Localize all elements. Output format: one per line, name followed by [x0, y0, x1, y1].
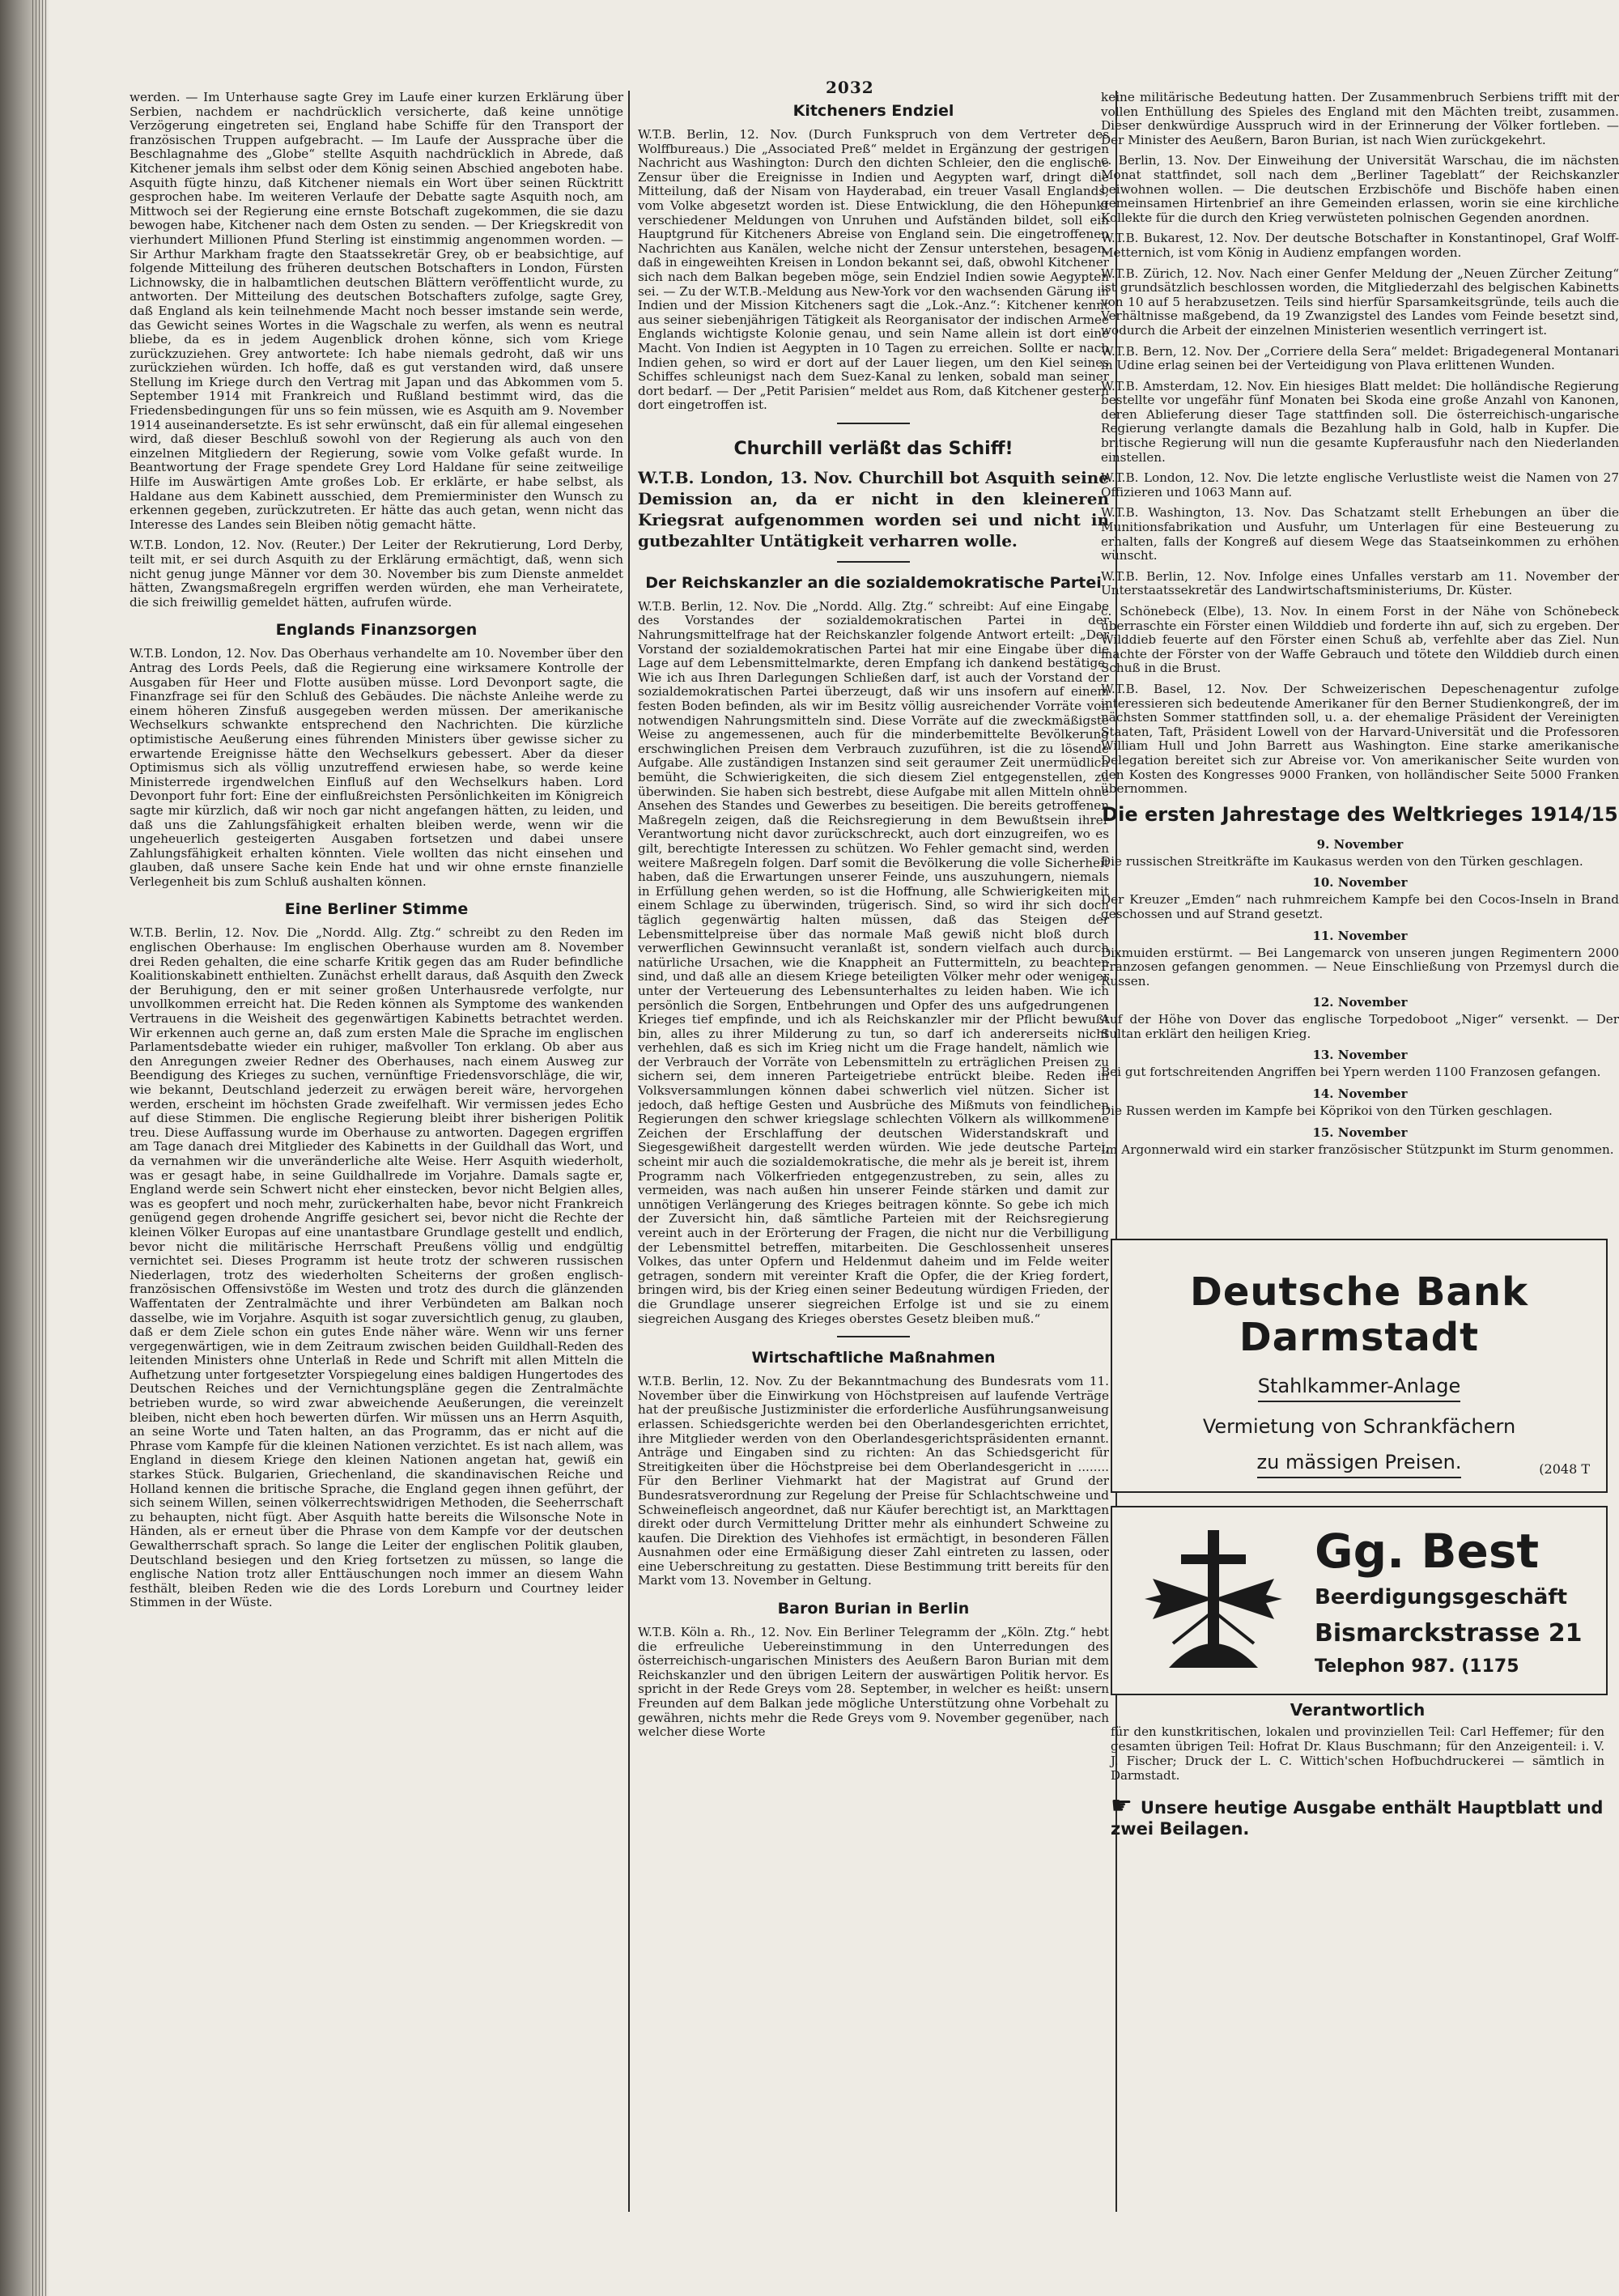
anniversary-date: 9. November	[1316, 836, 1404, 852]
anniversary-text: Bei gut fortschreitenden Angriffen bei Ypern werden 1100 Franzosen gefangen.	[1101, 1065, 1601, 1080]
article-bern: W.T.B. Bern, 12. Nov. Der „Corriere della Sera“ meldet: Brigadegeneral Montanari in Udine erlag seinen bei der Verteidigung von Plava erlittenen Wunden.	[1101, 343, 1619, 373]
column-2	[638, 91, 1109, 2066]
pointing-hand-icon: ☛	[1111, 1792, 1132, 1820]
best-address: Bismarckstrasse 21	[1315, 1619, 1583, 1648]
best-telephone: Telephon 987. (1175	[1315, 1656, 1519, 1677]
anniversary-date: 10. November	[1312, 875, 1408, 891]
headline-jahrestage: Die ersten Jahrestage des Weltkrieges 1914/15	[1102, 802, 1618, 826]
article-warschau: c. Berlin, 13. Nov. Der Einweihung der Universität Warschau, die im nächsten Monat stattfindet, soll nach dem „Berliner Tageblatt“ der Reichskanzler beiwohnen wollen. — Die deutschen Erzbischöfe und Bischöfe haben einen gemeinsamen Hirtenbrief an ihre Gemeinden erlassen, worin sie eine kirchliche Kollekte für die durch den Krieg verwüsteten polnischen Gegenden anordnen.	[1101, 153, 1619, 225]
article-wirtschaft: W.T.B. Berlin, 12. Nov. Zu der Bekanntmachung des Bundesrats vom 11. November über die Einwirkung von Höchstpreisen auf laufende Verträge hat der preußische Justizminister die erforderliche Ausführungsanweisung erlassen. Schiedsgerichte werden bei den Oberlandesgerichten errichtet, ihre Mitglieder werden von den Oberlandesgerichtspräsidenten ernannt. Anträge und Eingaben sind zu richten: An das Schiedsgericht für Streitigkeiten über die Höchstpreise bei dem Oberlandesgericht in ........ Für den Berliner Viehmarkt hat der Magistrat auf Grund der Bundesratsverordnung zur Regelung der Preise für Schlachtschweine und Schweinefleisch angeordnet, daß nur Käufer berechtigt ist, an Markttagen direkt oder durch Vermittelung Dritter mehr als einhundert Schweine zu kaufen. Die Direktion des Viehhofes ist ermächtigt, in besonderen Fällen Ausnahmen oder eine Ermäßigung dieser Zahl eintreten zu lassen, oder eine Ueberschreitung zu gestatten. Diese Bestimmung tritt bereits für den Markt vom 13. November in Geltung.	[638, 1374, 1109, 1588]
article-bukarest: W.T.B. Bukarest, 12. Nov. Der deutsche Botschafter in Konstantinopel, Graf Wolff-Metternich, ist vom König in Audienz empfangen worden.	[1101, 231, 1619, 260]
imprint-text: für den kunstkritischen, lokalen und provinziellen Teil: Carl Heffemer; für den gesamten übrigen Teil: Hofrat Dr. Klaus Buschmann; für den Anzeigenteil: i. V. J. Fischer; Druck der L. C. Wittich'schen Hofbuchdruckerei — sämtlich in Darmstadt.	[1111, 1724, 1604, 1783]
column-3	[1101, 91, 1619, 1167]
article-schonebeck: c. Schönebeck (Elbe), 13. Nov. In einem Forst in der Nähe von Schönebeck überraschte ein Förster einen Wilddieb und forderte ihn auf, sich zu ergeben. Der Wilddieb feuerte auf den Förster einen Schuß ab, verfehlte aber das Ziel. Nun machte der Förster von der Waffe Gebrauch und tötete den Wilddieb durch einen Schuß in die Brust.	[1101, 604, 1619, 676]
bank-ad-code: (2048 T	[1539, 1461, 1590, 1477]
column-1	[130, 91, 623, 2228]
anniversary-text: Dixmuiden erstürmt. — Bei Langemarck von unseren jungen Regimentern 2000 Franzosen gefangen genommen. — Neue Einschließung von Przemysl durch die Russen.	[1101, 945, 1619, 989]
column-rule-1	[628, 91, 630, 2212]
article-burian: W.T.B. Köln a. Rh., 12. Nov. Ein Berliner Telegramm der „Köln. Ztg.“ hebt die erfreuliche Uebereinstimmung in den Unterredungen des österreichisch-ungarischen Ministers des Aeußern Baron Burian mit dem Reichskanzler und den übrigen Leitern der auswärtigen Politik hervor. Es spricht in der Rede Greys vom 28. September, in welcher es heißt: unsern Freunden auf dem Balkan jede mögliche Unterstützung ohne Vorbehalt zu gewähren, nichts mehr die Rede Greys vom 9. November gegenüber, nach welcher diese Worte	[638, 1625, 1109, 1740]
article-finanzsorgen: W.T.B. London, 12. Nov. Das Oberhaus verhandelte am 10. November über den Antrag des Lords Peels, daß die Regierung eine wirksamere Kontrolle der Ausgaben für Heer und Flotte ausüben müsse. Lord Devonport sagte, die Finanzfrage sei für den Schluß des Gebäudes. Die nächste Anleihe werde zu einem höheren Zinsfuß ausgegeben werden müssen. Der amerikanische Wechselkurs schwankte entsprechend den Nachrichten. Die kürzliche optimistische Aeußerung eines führenden Ministers über gewisse sicher zu erwartende Ereignisse hätte den Wechselkurs gebessert. Aber da dieser Optimismus sich als völlig unzutreffend erwiesen habe, so werde keine Ministerrede irgendwelchen Einfluß auf den Wechselkurs haben. Lord Devonport fuhr fort: Eine der einflußreichsten Persönlichkeiten im Königreich sagte mir kürzlich, daß wir noch gar nicht angefangen hätten, zu leiden, und daß uns die Zahlungsfähigkeit erhalten bleiben werde, wenn wir die ungeheuerlich gesteigerten Ausgaben fortsetzen und dabei unsere Zahlungsfähigkeit erhalten könnten. Viele wollten das nicht einsehen und glauben, daß unsere Sache kein Ende hat und wir ohne ernste finanzielle Verlegenheit bis zum Schluß aushalten können.	[130, 646, 623, 889]
headline-burian: Baron Burian in Berlin	[777, 1600, 970, 1618]
newspaper-page	[49, 0, 1619, 2296]
article-churchill: W.T.B. London, 13. Nov. Churchill bot Asquith seine Demission an, da er nicht in den kleineren Kriegsrat aufgenommen worden sei und nicht in gutbezahlter Untätigkeit verharren wolle.	[638, 467, 1109, 551]
imprint	[1111, 1700, 1604, 1839]
bank-line-2: zu mässigen Preisen.	[1112, 1451, 1606, 1478]
anniversary-text: Auf der Höhe von Dover das englische Torpedoboot „Niger“ versenkt. — Der Sultan erklärt den heiligen Krieg.	[1101, 1012, 1619, 1041]
page-number: 2032	[826, 78, 874, 97]
article-unterhaus: werden. — Im Unterhause sagte Grey im Laufe einer kurzen Erklärung über Serbien, nachdem er nachdrücklich versicherte, daß keine unnötige Verzögerung eingetreten sei, England habe Schiffe für den Transport der französischen Truppen aufgebracht. — Im Laufe der Aussprache über die Beschlagnahme des „Globe“ stellte Asquith nachdrücklich in Abrede, daß Kitchener jemals ihm selbst oder dem König seinen Abschied angeboten habe. Asquith fügte hinzu, daß Kitchener niemals ein Wort über seinen Rücktritt gesprochen habe. Im weiteren Verlaufe der Debatte sagte Asquith noch, am Mittwoch sei der Regierung eine ernste Botschaft zugekommen, die sie dazu bewogen habe, Kitchener nach dem Osten zu senden. — Der Kriegskredit von vierhundert Millionen Pfund Sterling ist einstimmig angenommen worden. — Sir Arthur Markham fragte den Staatssekretär Grey, ob er beabsichtige, auf folgende Mitteilung des früheren deutschen Botschafters in London, Fürsten Lichnowsky, die in halbamtlichen deutschen Blättern veröffentlicht wurde, zu antworten. Der Mitteilung des deutschen Botschafters zufolge, sagte Grey, daß England als kein teilnehmende Macht noch besser imstande sein werde, das Gewicht seines Wortes in die Wagschale zu werfen, als wenn es neutral bliebe, da es in jedem Augenblick drohen könne, sich vom Kriege zurückzuziehen. Grey antwortete: Ich habe niemals gedroht, daß wir uns zurückziehen würden. Ich hoffe, daß es gut verstanden wird, daß unsere Stellung im Kriege durch den Vertrag mit Japan und das Abkommen vom 5. September 1914 mit Frankreich und Rußland bestimmt wird, das die Friedensbedingungen für uns so fein müssen, wie es Asquith am 9. November 1914 auseinandersetzte. Es ist sehr erwünscht, daß ein für allemal eingesehen wird, daß dieser Beschluß sowohl von der Regierung als auch von den einzelnen Mitgliedern der Regierung, sowie vom Volke gefaßt wurde. In Beantwortung der Frage spendete Grey Lord Haldane für seine zeitweilige Hilfe im Auswärtigen Amte großes Lob. Er erklärte, er habe selbst, als Haldane aus dem Kabinett ausschied, dem Premierminister den Wunsch zu erkennen gegeben, zurückzutreten. Er hätte das auch getan, wenn nicht das Interesse des Landes sein Bleiben nötig gemacht hätte.	[130, 91, 623, 532]
advertisement-gg-best	[1111, 1506, 1608, 1695]
article-basel: W.T.B. Basel, 12. Nov. Der Schweizerischen Depeschenagentur zufolge interessieren sich bedeutende Amerikaner für den Berner Studienkongreß, der im nächsten Sommer stattfinden soll, u. a. der ehemalige Präsident der Vereinigten Staaten, Taft, Präsident Lowell von der Harvard-Universität und die Professoren William Hull und John Barrett aus Washington. Eine starke amerikanische Delegation bereitet sich zur Abreise vor. Von amerikanischer Seite wurden von den Kosten des Kongresses 9000 Franken, von holländischer Seite 5000 Franken übernommen.	[1101, 681, 1619, 797]
article-reichskanzler: W.T.B. Berlin, 12. Nov. Die „Nordd. Allg. Ztg.“ schreibt: Auf eine Eingabe des Vorstandes der sozialdemokratischen Partei in der Nahrungsmittelfrage hat der Reichskanzler folgende Antwort erteilt: „Der Vorstand der sozialdemokratischen Partei hat mir eine Eingabe über die Lage auf dem Lebensmittelmarkte, deren Empfang ich dankend bestätige. Wie ich aus Ihren Darlegungen Schließen darf, ist auch der Vorstand der sozialdemokratischen Partei überzeugt, daß wir uns insofern auf einem festen Boden befinden, als wir im Besitz völlig ausreichender Vorräte von notwendigen Nahrungsmitteln sind. Diese Vorräte auf die zweckmäßigste Weise zu angemessenen, auch für die minderbemittelte Bevölkerung erschwinglichen Preisen dem Verbrauch zuzuführen, ist die zu lösende Aufgabe. Alle zuständigen Instanzen sind seit geraumer Zeit unermüdlich bemüht, die Schwierigkeiten, die sich diesem Ziel entgegenstellen, zu überwinden. Sie haben sich bestrebt, diese Aufgabe mit allen Mitteln ohne Ansehen des Standes und Gewerbes zu beseitigen. Die bereits getroffenen Maßregeln zeigen, daß die Reichsregierung in dem Bewußtsein ihrer Verantwortung nicht davor zurückschreckt, auch dort einzugreifen, wo es gilt, berechtigte Interessen zu schützen. Wo Fehler gemacht sind, werden weitere Maßregeln folgen. Darf somit die Bevölkerung die volle Sicherheit haben, daß die Erwartungen unserer Feinde, uns auszuhungern, niemals in Erfüllung gehen werden, so ist die Hoffnung, alle Schwierigkeiten mit einem Schlage zu überwinden, trügerisch. Sind, so wird ihr sich doch täglich gegenwärtig halten müssen, daß das Steigen der Lebensmittelpreise über das normale Maß gewiß nicht bloß durch verwerflichen Gewinnsucht veranlaßt ist, sondern vielfach auch durch natürliche Ursachen, wie die Knappheit an Futtermitteln, zu beachten sind, und daß alle an diesem Kriege beteiligten Völker mehr oder weniger unter der Verteuerung des Lebensunterhaltes zu leiden haben. Wie ich persönlich die Sorgen, Entbehrungen und Opfer des uns aufgedrungenen Krieges tief empfinde, und ich als Reichskanzler mir der Pflicht bewußt bin, alles zu ihrer Milderung zu tun, so darf ich andererseits nicht verhehlen, daß es sich im Krieg nicht um die Frage handelt, nämlich wie der Verbrauch der Vorräte von Lebensmitteln zu erträglichen Preisen zu sichern sei, dem inneren Parteigetriebe entrückt bleibe. Reden in Volksversammlungen können dabei schwerlich viel nützen. Sicher ist jedoch, daß heftige Gesten und Ausbrüche des Mißmuts von feindlichen Regierungen den schwer kriegslage schlechten Völkern als willkommene Zeichen der Erschlaffung der deutschen Widerstandskraft und Siegesgewißheit dargestellt werden würden. Wie jede deutsche Partei, scheint mir auch die sozialdemokratische, die mehr als je bereit ist, ihrem Programm nach Völkerfrieden entgegenzustreben, zu sein, alles zu vermeiden, was nach außen hin unserer Feinde stärken und damit zur unnötigen Verlängerung des Krieges beitragen könnte. So gebe ich mich der Zuversicht hin, daß sämtliche Parteien mit der Reichsregierung vereint auch in der Erörterung der Fragen, die nicht nur die Verbilligung der Lebensmittel betreffen, mitarbeiten. Die Geschlossenheit unseres Volkes, das unter Opfern und Heldenmut daheim und im Felde weiter getragen, sondern mit vereinter Kraft die Opfer, die der Krieg fordert, bringen wird, bis der Krieg einen seiner Bedeutung würdigen Frieden, der die Grundlage unserer siegreichen Erfolge ist und sie zu einem siegreichen Ausgang des Krieges oberstes Gesetz bleiben muß.“	[638, 598, 1109, 1326]
anniversary-date: 11. November	[1312, 928, 1408, 943]
anniversary-text: Die russischen Streitkräfte im Kaukasus werden von den Türken geschlagen.	[1101, 853, 1583, 869]
funeral-cross-emblem-icon	[1137, 1522, 1290, 1676]
anniversary-date: 13. November	[1312, 1048, 1408, 1063]
anniversary-date: 15. November	[1312, 1125, 1408, 1140]
headline-berliner-stimme: Eine Berliner Stimme	[284, 900, 469, 919]
bank-title: Deutsche Bank Darmstadt	[1189, 1269, 1529, 1360]
headline-finanzsorgen: Englands Finanzsorgen	[275, 621, 478, 640]
bank-subtitle: Stahlkammer-Anlage	[1112, 1375, 1606, 1402]
article-london-verluste: W.T.B. London, 12. Nov. Die letzte englische Verlustliste weist die Namen von 27 Offizieren und 1063 Mann auf.	[1101, 470, 1619, 500]
anniversary-date: 12. November	[1312, 995, 1408, 1010]
edition-notice-text: Unsere heutige Ausgabe enthält Hauptblatt und zwei Beilagen.	[1111, 1798, 1604, 1839]
best-name: Gg. Best	[1315, 1524, 1540, 1579]
edition-notice	[1111, 1792, 1604, 1839]
article-amsterdam: W.T.B. Amsterdam, 12. Nov. Ein hiesiges Blatt meldet: Die holländische Regierung bestellte vor ungefähr fünf Monaten bei Skoda eine große Anzahl von Kanonen, deren Ablieferung dieser Tage stattfinden soll. Die österreichisch-ungarische Regierung verlangte damals die Bezahlung halb in Gold, halb in Kupfer. Die britische Regierung will nun die gesamte Kupferausfuhr nach den Niederlanden einstellen.	[1101, 378, 1619, 465]
separator	[837, 1336, 910, 1337]
headline-churchill: Churchill verläßt das Schiff!	[733, 438, 1013, 459]
headline-reichskanzler: Der Reichskanzler an die sozialdemokratische Partei	[645, 573, 1102, 592]
anniversary-date: 14. November	[1312, 1086, 1408, 1102]
best-business: Beerdigungsgeschäft	[1315, 1585, 1568, 1609]
article-burian-cont: keine militärische Bedeutung hatten. Der Zusammenbruch Serbiens trifft mit der vollen Enthüllung des Spieles des England mit den Mächten treibt, zusammen. Dieser denkwürdige Ausspruch wird in der Erinnerung der Völker fortleben. — Der Minister des Aeußern, Baron Burian, ist nach Wien zurückgekehrt.	[1101, 91, 1619, 147]
headline-wirtschaft: Wirtschaftliche Maßnahmen	[751, 1349, 996, 1367]
binding-stitch-lines	[32, 0, 47, 2296]
article-berliner-stimme: W.T.B. Berlin, 12. Nov. Die „Nordd. Allg. Ztg.“ schreibt zu den Reden im englischen Oberhause: Im englischen Oberhause wurden am 8. November drei Reden gehalten, die eine scharfe Kritik gegen das am Ruder befindliche Koalitionskabinett enthielten. Zunächst erhellt daraus, daß Asquith den Zweck der Beruhigung, den er mit seiner großen Unterhausrede verfolgte, nur unvollkommen erreicht hat. Die Reden können als Symptome des wankenden Vertrauens in die Weisheit des gegenwärtigen Kabinetts betrachtet werden. Wir erkennen auch gerne an, daß zum ersten Male die Sprache im englischen Parlamentsdebatte wieder ein ruhiger, maßvoller Ton erklang. Ob aber aus den Anregungen zweier Redner des Oberhauses, nach einem Ausweg zur Beendigung des Krieges zu suchen, vernünftige Friedensvorschläge, die wir, wie bekannt, Deutschland jederzeit zu erwägen bereit wäre, hervorgehen werden, erscheint im höchsten Grade zweifelhaft. Wir vermissen jedes Echo auf diese Stimmen. Die englische Regierung bleibt ihrer bisherigen Politik treu. Diese Auffassung wurde im Oberhause zu antworten. Dagegen ergriffen am Tage danach drei Mitglieder des Kabinetts in der Guildhall das Wort, und da vernahmen wir die unveränderliche alte Weise. Herr Asquith wiederholt, was er gesagt habe, in seine Guildhallrede im Vorjahre. Damals sagte er, England werde sein Schwert nicht eher einstecken, bevor nicht Belgien alles, was es geopfert und noch mehr, zurückerhalten habe, bevor nicht Frankreich genügend gegen drohende Angriffe gesichert sei, bevor nicht die Rechte der kleinen Völker Europas auf eine unantastbare Grundlage gestellt und endlich, bevor nicht die militärische Herrschaft Preußens völlig und endgültig vernichtet sei. Dieses Programm ist heute trotz der schweren russischen Niederlagen, trotz des wiederholten Scheiterns der großen englisch-französischen Offensivstöße im Westen und trotz des durch die glänzenden Waffentaten der Zentralmächte und ihrer Verbündeten am Balkan noch dasselbe, wie im Vorjahre. Asquith ist sogar zuversichtlich genug, zu glauben, daß er dem Ziele schon ein gutes Ende näher wäre. Wenn wir uns ferner vergegenwärtigen, wie in dem Zeitraum zwischen beiden Guildhall-Reden des leitenden Ministers ohne Unterlaß in Rede und Schrift mit allen Mitteln die Aufhetzung unter fortgesetzter Vorspiegelung eines baldigen Hungertodes des Deutschen Reiches und der Vernichtungspläne gegen die Zentralmächte betrieben wurde, so wird zwar abweichende Aeußerungen, die vereinzelt bleiben, nicht eben hoch bewerten dürfen. Wir müssen uns an Herrn Asquith, an seine Worte und Taten halten, an das Programm, das er nicht auf die Phrase vom Kampfe für die kleinen Nationen verzichtet. Es ist nach allem, was England in diesem Kriege den kleinen Nationen angetan hat, gewiß ein starkes Stück. Bulgarien, Griechenland, die skandinavischen Reiche und Holland kennen die britische Sprache, die England gegen ihnen geführt, der sich seinem Willen, seinen völkerrechtswidrigen Methoden, die Seeherrschaft zu behaupten, nicht fügt. Aber Asquith hatte bereits die Wilsonsche Note in Händen, als er erneut über die Phrase von dem Kampfe vor der deutschen Gewaltherrschaft sprach. So lange die Leiter der englischen Politik glauben, Deutschland besiegen und den Krieg fortsetzen zu müssen, so lange die englische Nation trotz aller Enttäuschungen noch immer an diesem Wahn festhält, bleiben Reden wie die des Lords Loreburn und Courtney leider Stimmen in der Wüste.	[130, 925, 623, 1610]
imprint-heading: Verantwortlich	[1290, 1700, 1426, 1720]
article-derby: W.T.B. London, 12. Nov. (Reuter.) Der Leiter der Rekrutierung, Lord Derby, teilt mit, er sei durch Asquith zu der Erklärung ermächtigt, daß, wenn sich nicht genug junge Männer vor dem 30. November bis zum Dienste anmeldet hätten, Zwangsmaßregeln ergriffen werden würden, ehe man Verheiratete, die sich freiwillig gemeldet hätten, aufrufen würde.	[130, 538, 623, 610]
headline-kitchener: Kitcheners Endziel	[793, 102, 954, 120]
article-berlin-kuster: W.T.B. Berlin, 12. Nov. Infolge eines Unfalles verstarb am 11. November der Unterstaatssekretär des Landwirtschaftsministeriums, Dr. Küster.	[1101, 568, 1619, 598]
bank-line-1: Vermietung von Schrankfächern	[1202, 1415, 1516, 1438]
anniversary-text: Im Argonnerwald wird ein starker französischer Stützpunkt im Sturm genommen.	[1101, 1142, 1614, 1157]
anniversary-text: Die Russen werden im Kampfe bei Köprikoi von den Türken geschlagen.	[1101, 1103, 1553, 1119]
article-zurich: W.T.B. Zürich, 12. Nov. Nach einer Genfer Meldung der „Neuen Zürcher Zeitung“ ist grundsätzlich beschlossen worden, die Mitgliederzahl des belgischen Kabinetts von 10 auf 5 herabzusetzen. Teils sind hierfür Sparsamkeitsgründe, teils auch die Verhältnisse maßgebend, da 19 Zwanzigstel des Landes vom Feinde besetzt sind, wodurch die Arbeit der einzelnen Ministerien wesentlich verringert ist.	[1101, 266, 1619, 338]
separator	[837, 423, 910, 424]
article-kitchener: W.T.B. Berlin, 12. Nov. (Durch Funkspruch von dem Vertreter des Wolffbureaus.) Die „Associated Preß“ meldet in Ergänzung der gestrigen Nachricht aus Washington: Durch den dichten Schleier, den die englische Zensur über die Ereignisse in Indien und Aegypten warf, dringt die Mitteilung, daß der Nisam von Hayderabad, ein treuer Vasall Englands, vom Volke abgesetzt worden ist. Diese Entwicklung, die den Höhepunkt verschiedener Meldungen von Unruhen und Aufständen bildet, soll ein Hauptgrund für Kitcheners Abreise von England sein. Die eingetroffenen Nachrichten aus Kanälen, welche nicht der Zensur unterstehen, besagen, daß in eingeweihten Kreisen in London bekannt sei, daß, obwohl Kitchener sich nach dem Balkan begeben möge, sein Endziel Indien sowie Aegypten sei. — Zu der W.T.B.-Meldung aus New-York vor den wachsenden Gärung in Indien und der Mission Kitcheners sagt die „Lok.-Anz.“: Kitchener kennt aus seiner siebenjährigen Tätigkeit als Reorganisator der indischen Armee Englands wichtigste Kolonie genau, und sein Name allein ist dort eine Macht. Von Indien ist Aegypten in 10 Tagen zu erreichen. Sollte er nach Indien gehen, so wird er dort auf der Lauer liegen, um den Kiel seines Schiffes schleunigst nach dem Suez-Kanal zu lenken, sobald man seiner dort bedarf. — Der „Petit Parisien“ meldet aus Rom, daß Kitchener gestern dort eingetroffen ist.	[638, 127, 1109, 413]
anniversary-text: Der Kreuzer „Emden“ nach ruhmreichem Kampfe bei den Cocos-Inseln in Brand geschossen und auf Strand gesetzt.	[1101, 892, 1619, 921]
article-washington: W.T.B. Washington, 13. Nov. Das Schatzamt stellt Erhebungen an über die Munitionsfabrikation und Ausfuhr, um Unterlagen für eine Besteuerung zu erhalten, falls der Kongreß auf diesem Wege das Staatseinkommen zu erhöhen wünscht.	[1101, 505, 1619, 563]
separator	[837, 561, 910, 563]
advertisement-deutsche-bank	[1111, 1239, 1608, 1493]
